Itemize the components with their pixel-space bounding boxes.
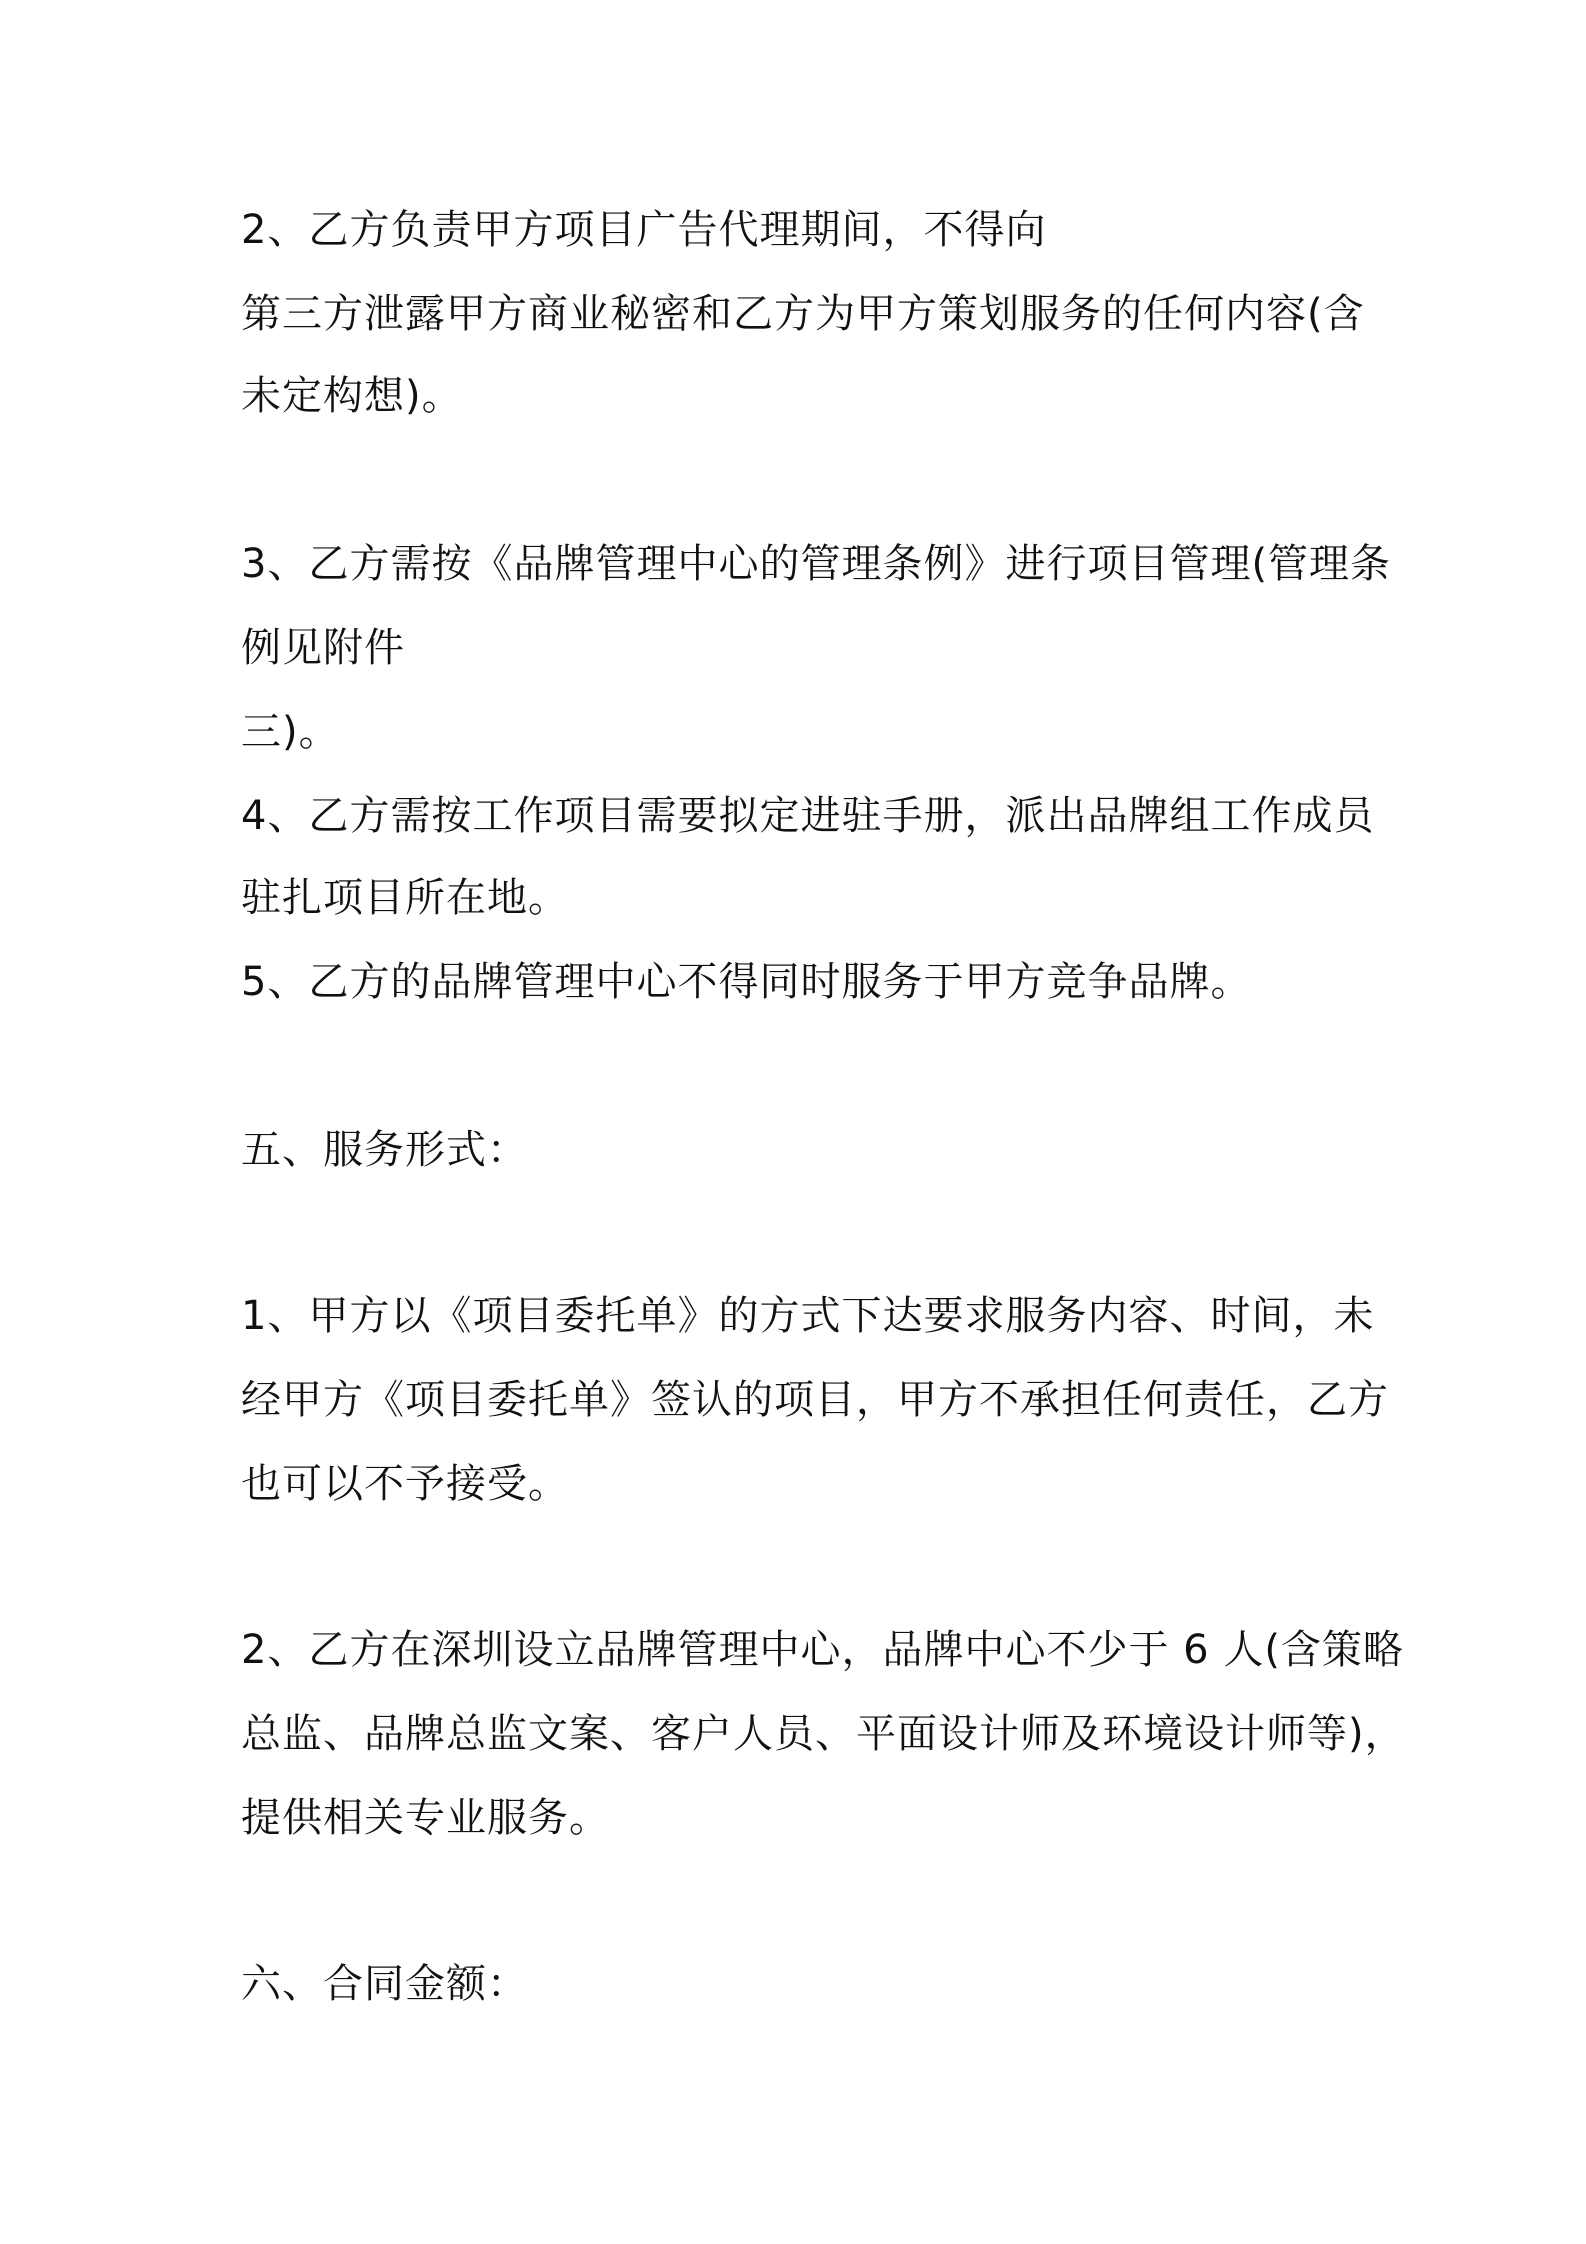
text-line: 2、乙方负责甲方项目广告代理期间，不得向 <box>241 207 1047 253</box>
text-line: 3、乙方需按《品牌管理中心的管理条例》进行项目管理(管理条 <box>241 541 1392 587</box>
text-line: 例见附件 <box>241 625 405 671</box>
text-line: 2、乙方在深圳设立品牌管理中心，品牌中心不少于 6 人(含策略 <box>241 1627 1404 1673</box>
text-line: 未定构想)。 <box>241 373 463 419</box>
text-line: 5、乙方的品牌管理中心不得同时服务于甲方竞争品牌。 <box>241 959 1252 1005</box>
text-line: 驻扎项目所在地。 <box>241 875 569 921</box>
text-line: 也可以不予接受。 <box>241 1461 569 1507</box>
text-line: 三)。 <box>241 709 340 755</box>
text-line: 第三方泄露甲方商业秘密和乙方为甲方策划服务的任何内容(含 <box>241 291 1365 337</box>
section-heading: 五、服务形式： <box>241 1127 528 1173</box>
text-line: 总监、品牌总监文案、客户人员、平面设计师及环境设计师等)， <box>241 1711 1406 1757</box>
text-line: 1、甲方以《项目委托单》的方式下达要求服务内容、时间，未 <box>241 1293 1375 1339</box>
section-heading: 六、合同金额： <box>241 1961 528 2007</box>
text-line: 4、乙方需按工作项目需要拟定进驻手册，派出品牌组工作成员 <box>241 793 1375 839</box>
text-line: 经甲方《项目委托单》签认的项目，甲方不承担任何责任，乙方 <box>241 1377 1389 1423</box>
text-line: 提供相关专业服务。 <box>241 1795 610 1841</box>
